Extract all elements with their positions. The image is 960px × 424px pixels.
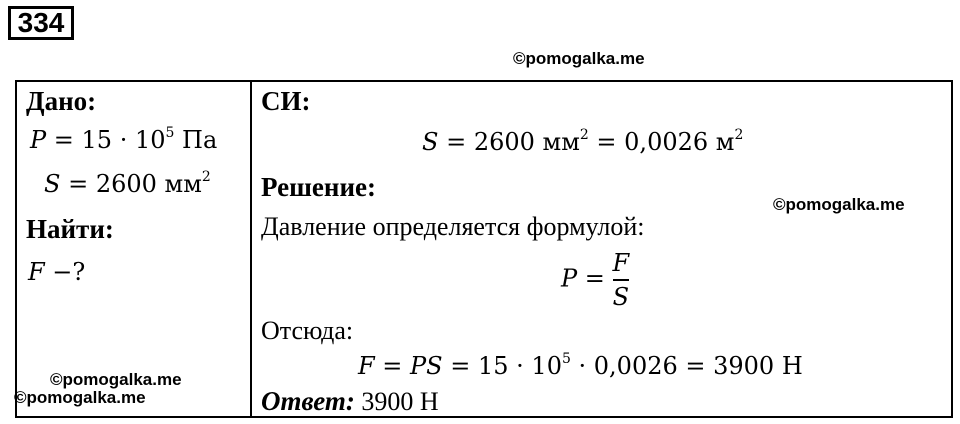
- answer-value: 3900 Н: [354, 387, 439, 416]
- si-exp1: 2: [579, 127, 589, 143]
- watermark-left-2: ©pomogalka.me: [14, 388, 146, 407]
- si-exp2: 2: [734, 127, 744, 143]
- pressure-unit: Па: [174, 126, 218, 154]
- calc-rest: · 0,0026 = 3900 Н: [570, 352, 803, 380]
- formula-eq: =: [577, 264, 613, 293]
- solution-heading: Решение:: [261, 172, 376, 202]
- watermark-left-1: ©pomogalka.me: [50, 370, 182, 389]
- formula-fraction: [613, 248, 630, 312]
- formula-numerator: F: [612, 249, 630, 277]
- pressure-eq: = 15 · 10: [46, 126, 166, 154]
- hence-label: Отсюда:: [261, 316, 354, 345]
- find-rest: −?: [44, 258, 86, 286]
- si-conversion: [422, 128, 743, 156]
- find-heading: Найти:: [26, 214, 114, 244]
- given-heading: Дано:: [26, 86, 97, 116]
- formula-denominator: S: [612, 283, 630, 311]
- area-var: S: [44, 170, 61, 198]
- problem-number: 334: [8, 6, 74, 40]
- force-calculation: [358, 352, 803, 380]
- calc-v1: F: [358, 352, 375, 380]
- given-pressure: [30, 126, 217, 154]
- area-exp: 2: [201, 169, 211, 185]
- si-eq1: = 2600 мм: [438, 128, 580, 156]
- watermark-top: ©pomogalka.me: [513, 49, 645, 68]
- si-var: S: [422, 128, 439, 156]
- fraction-bar: [613, 279, 630, 281]
- find-line: [28, 258, 85, 286]
- si-eq2: = 0,0026 м: [588, 128, 735, 156]
- area-eq: = 2600 мм: [60, 170, 202, 198]
- answer-line: [261, 386, 439, 417]
- formula-lhs: P: [561, 264, 578, 293]
- solution-intro: Давление определяется формулой:: [261, 212, 645, 241]
- given-area: [44, 170, 211, 198]
- answer-label: Ответ:: [261, 386, 355, 416]
- column-divider: [250, 80, 252, 418]
- calc-v2: PS: [410, 352, 443, 380]
- calc-eq2: = 15 · 10: [442, 352, 562, 380]
- pressure-exp: 5: [165, 125, 175, 141]
- calc-eq1: =: [374, 352, 411, 380]
- pressure-formula: [561, 248, 629, 312]
- watermark-right: ©pomogalka.me: [773, 195, 905, 214]
- force-var: F: [28, 258, 45, 286]
- pressure-var: P: [30, 126, 47, 154]
- calc-exp: 5: [561, 351, 571, 367]
- si-heading: СИ:: [261, 86, 311, 116]
